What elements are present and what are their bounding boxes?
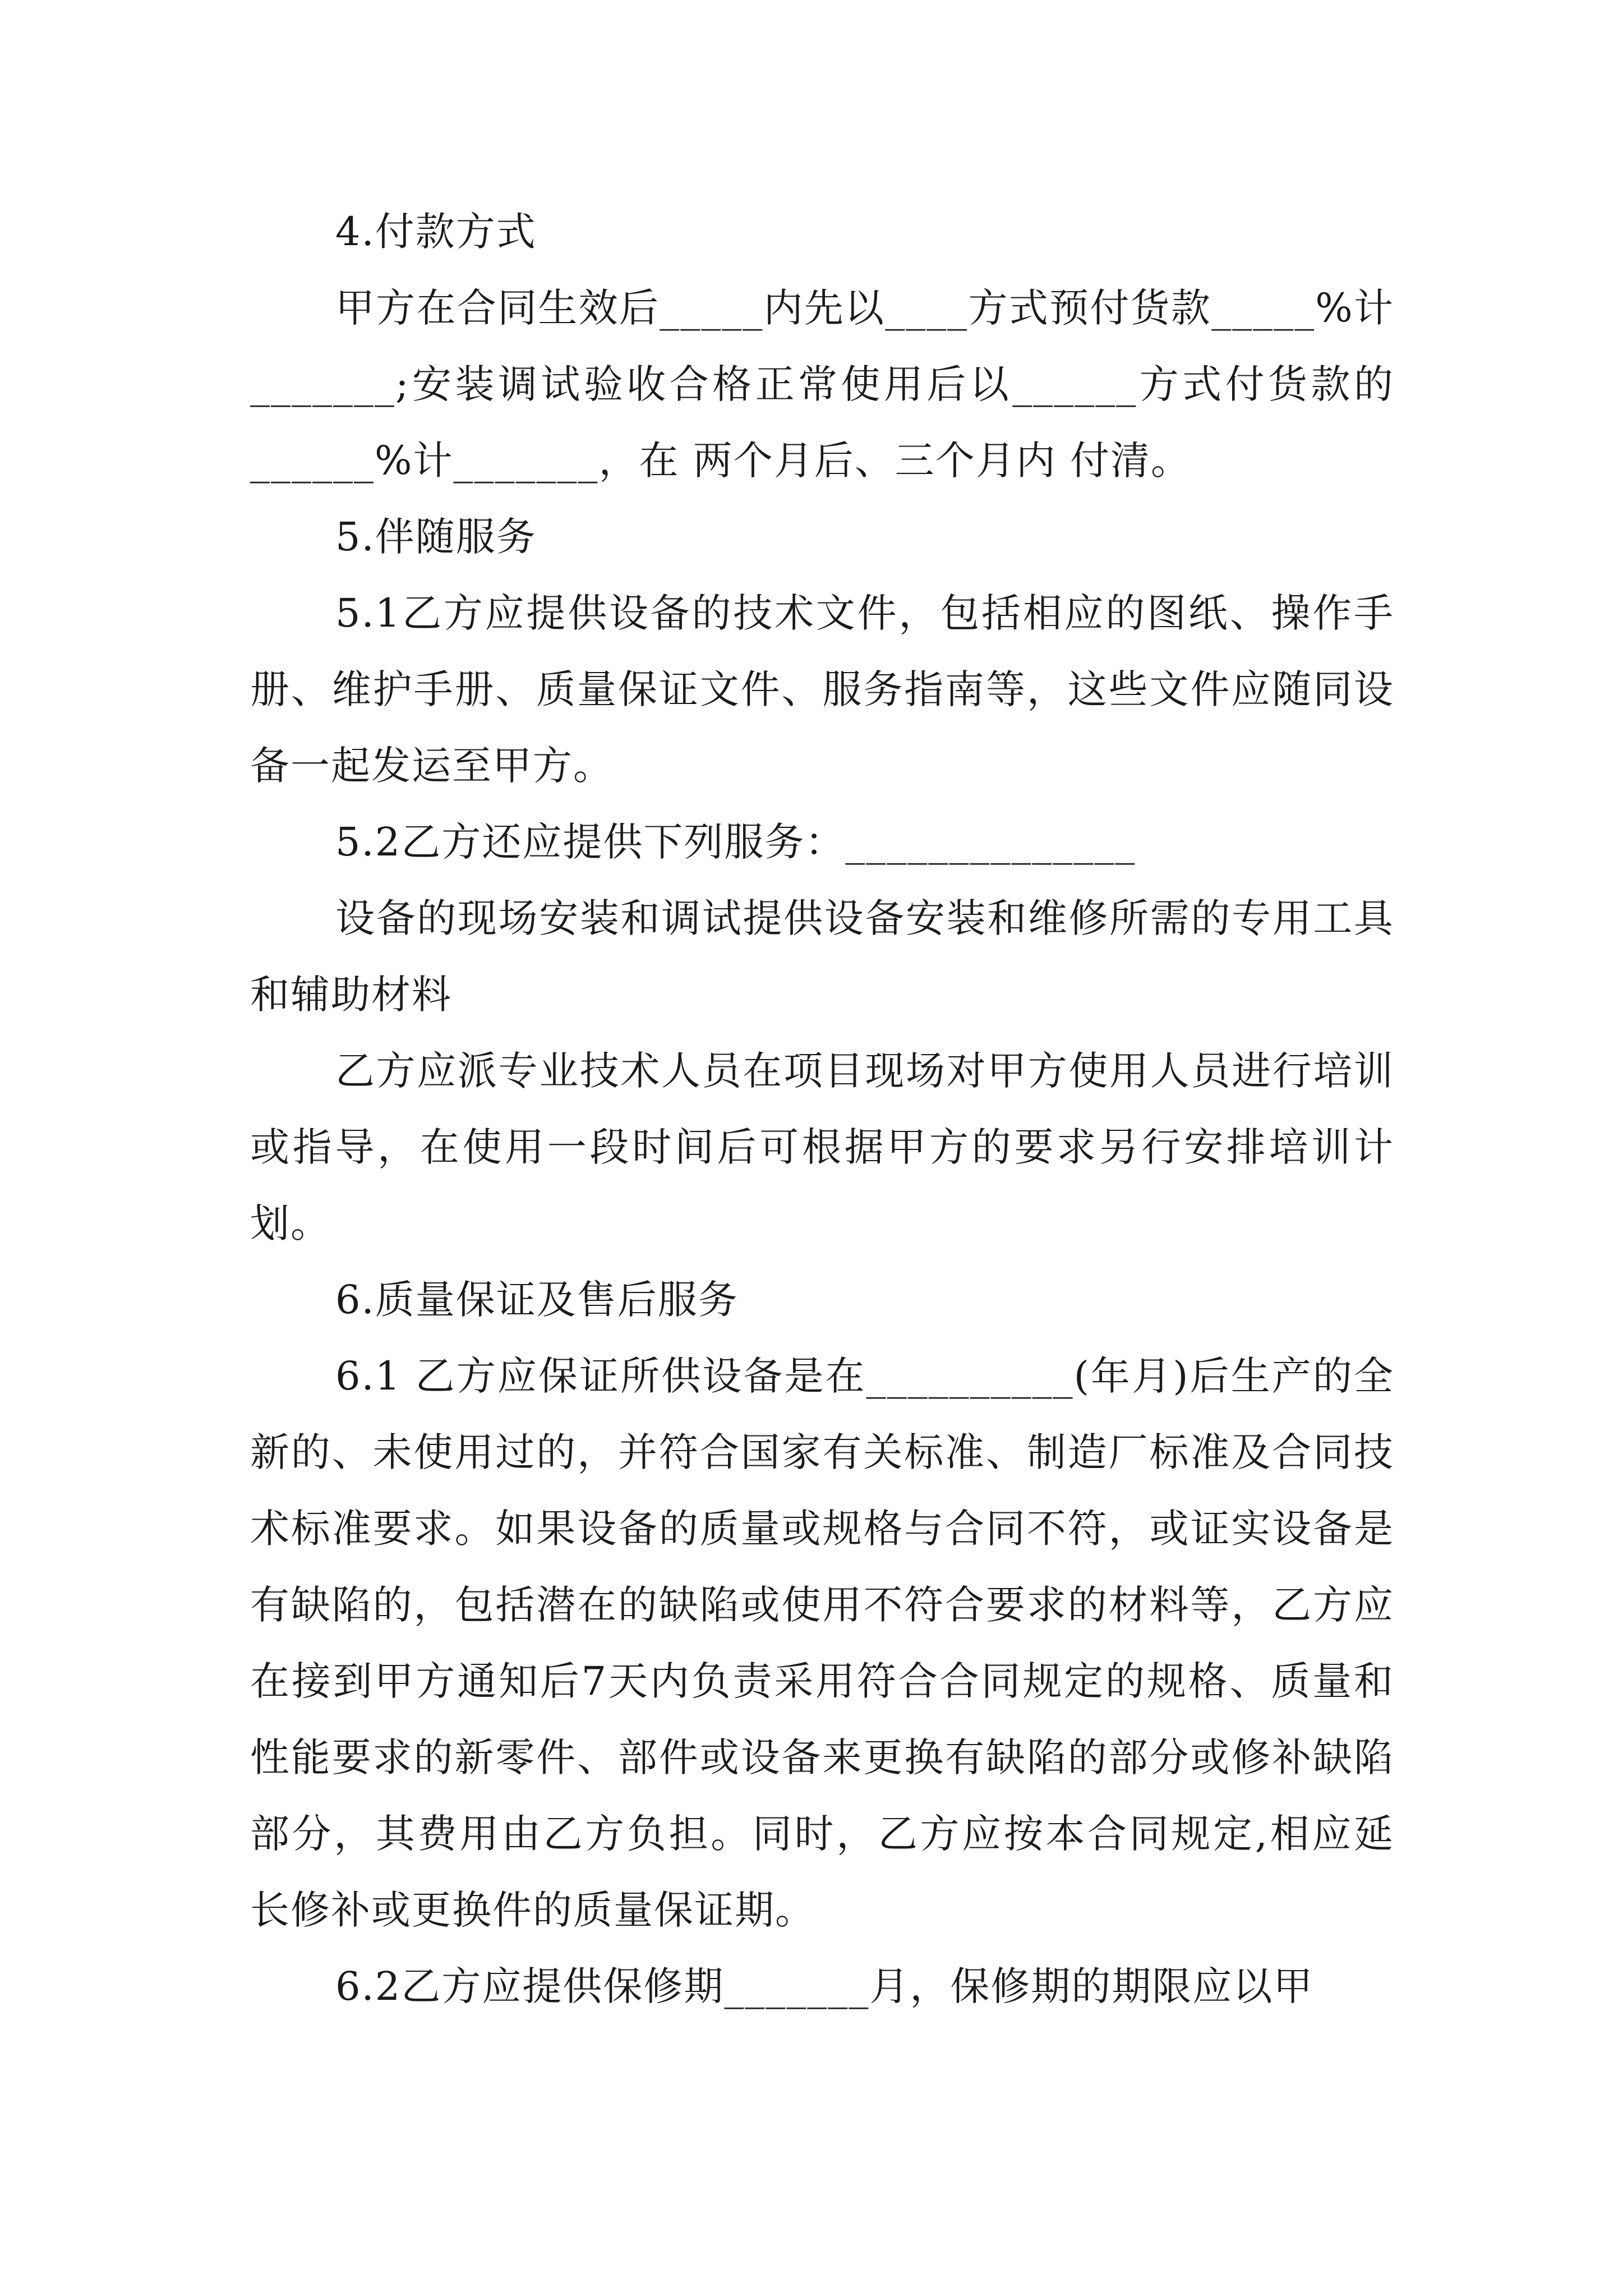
section-heading-payment: 4.付款方式 — [335, 209, 537, 255]
paragraph-clause-5-2: 5.2乙方还应提供下列服务：______________ — [335, 819, 1136, 865]
paragraph-clause-6-1: 6.1 乙方应保证所供设备是在__________(年月)后生产的全新的、未使用过的，并符合国家有关标准、制造厂标准及合同技术标准要求。如果设备的质量或规格与合同不符，或证实设备是有缺陷的，包括潜在的缺陷或使用不符合要求的材料等，乙方应在接到甲方通知后7天内负责采用符合合同规定的规格、质量和性能要求的新零件、部件或设备来更换有缺陷的部分或修补缺陷部分，其费用由乙方负担。同时，乙方应按本合同规定,相应延长修补或更换件的质量保证期。 — [250, 1353, 1394, 1933]
section-heading-warranty: 6.质量保证及售后服务 — [335, 1277, 739, 1323]
section-heading-services: 5.伴随服务 — [335, 514, 537, 560]
paragraph-clause-6-2: 6.2乙方应提供保修期_______月，保修期的期限应以甲 — [335, 1963, 1314, 2009]
paragraph-training: 乙方应派专业技术人员在项目现场对甲方使用人员进行培训或指导，在使用一段时间后可根据甲方的要求另行安排培训计划。 — [250, 1048, 1394, 1246]
paragraph-payment-terms: 甲方在合同生效后_____内先以____方式预付货款_____%计_______;安装调试验收合格正常使用后以______方式付货款的______%计_______，在 两个月后、三个月内 付清。 — [250, 285, 1394, 484]
paragraph-clause-5-1: 5.1乙方应提供设备的技术文件，包括相应的图纸、操作手册、维护手册、质量保证文件、服务指南等，这些文件应随同设备一起发运至甲方。 — [250, 590, 1394, 789]
document-body — [250, 194, 1394, 2024]
paragraph-installation: 设备的现场安装和调试提供设备安装和维修所需的专用工具和辅助材料 — [250, 895, 1394, 1018]
